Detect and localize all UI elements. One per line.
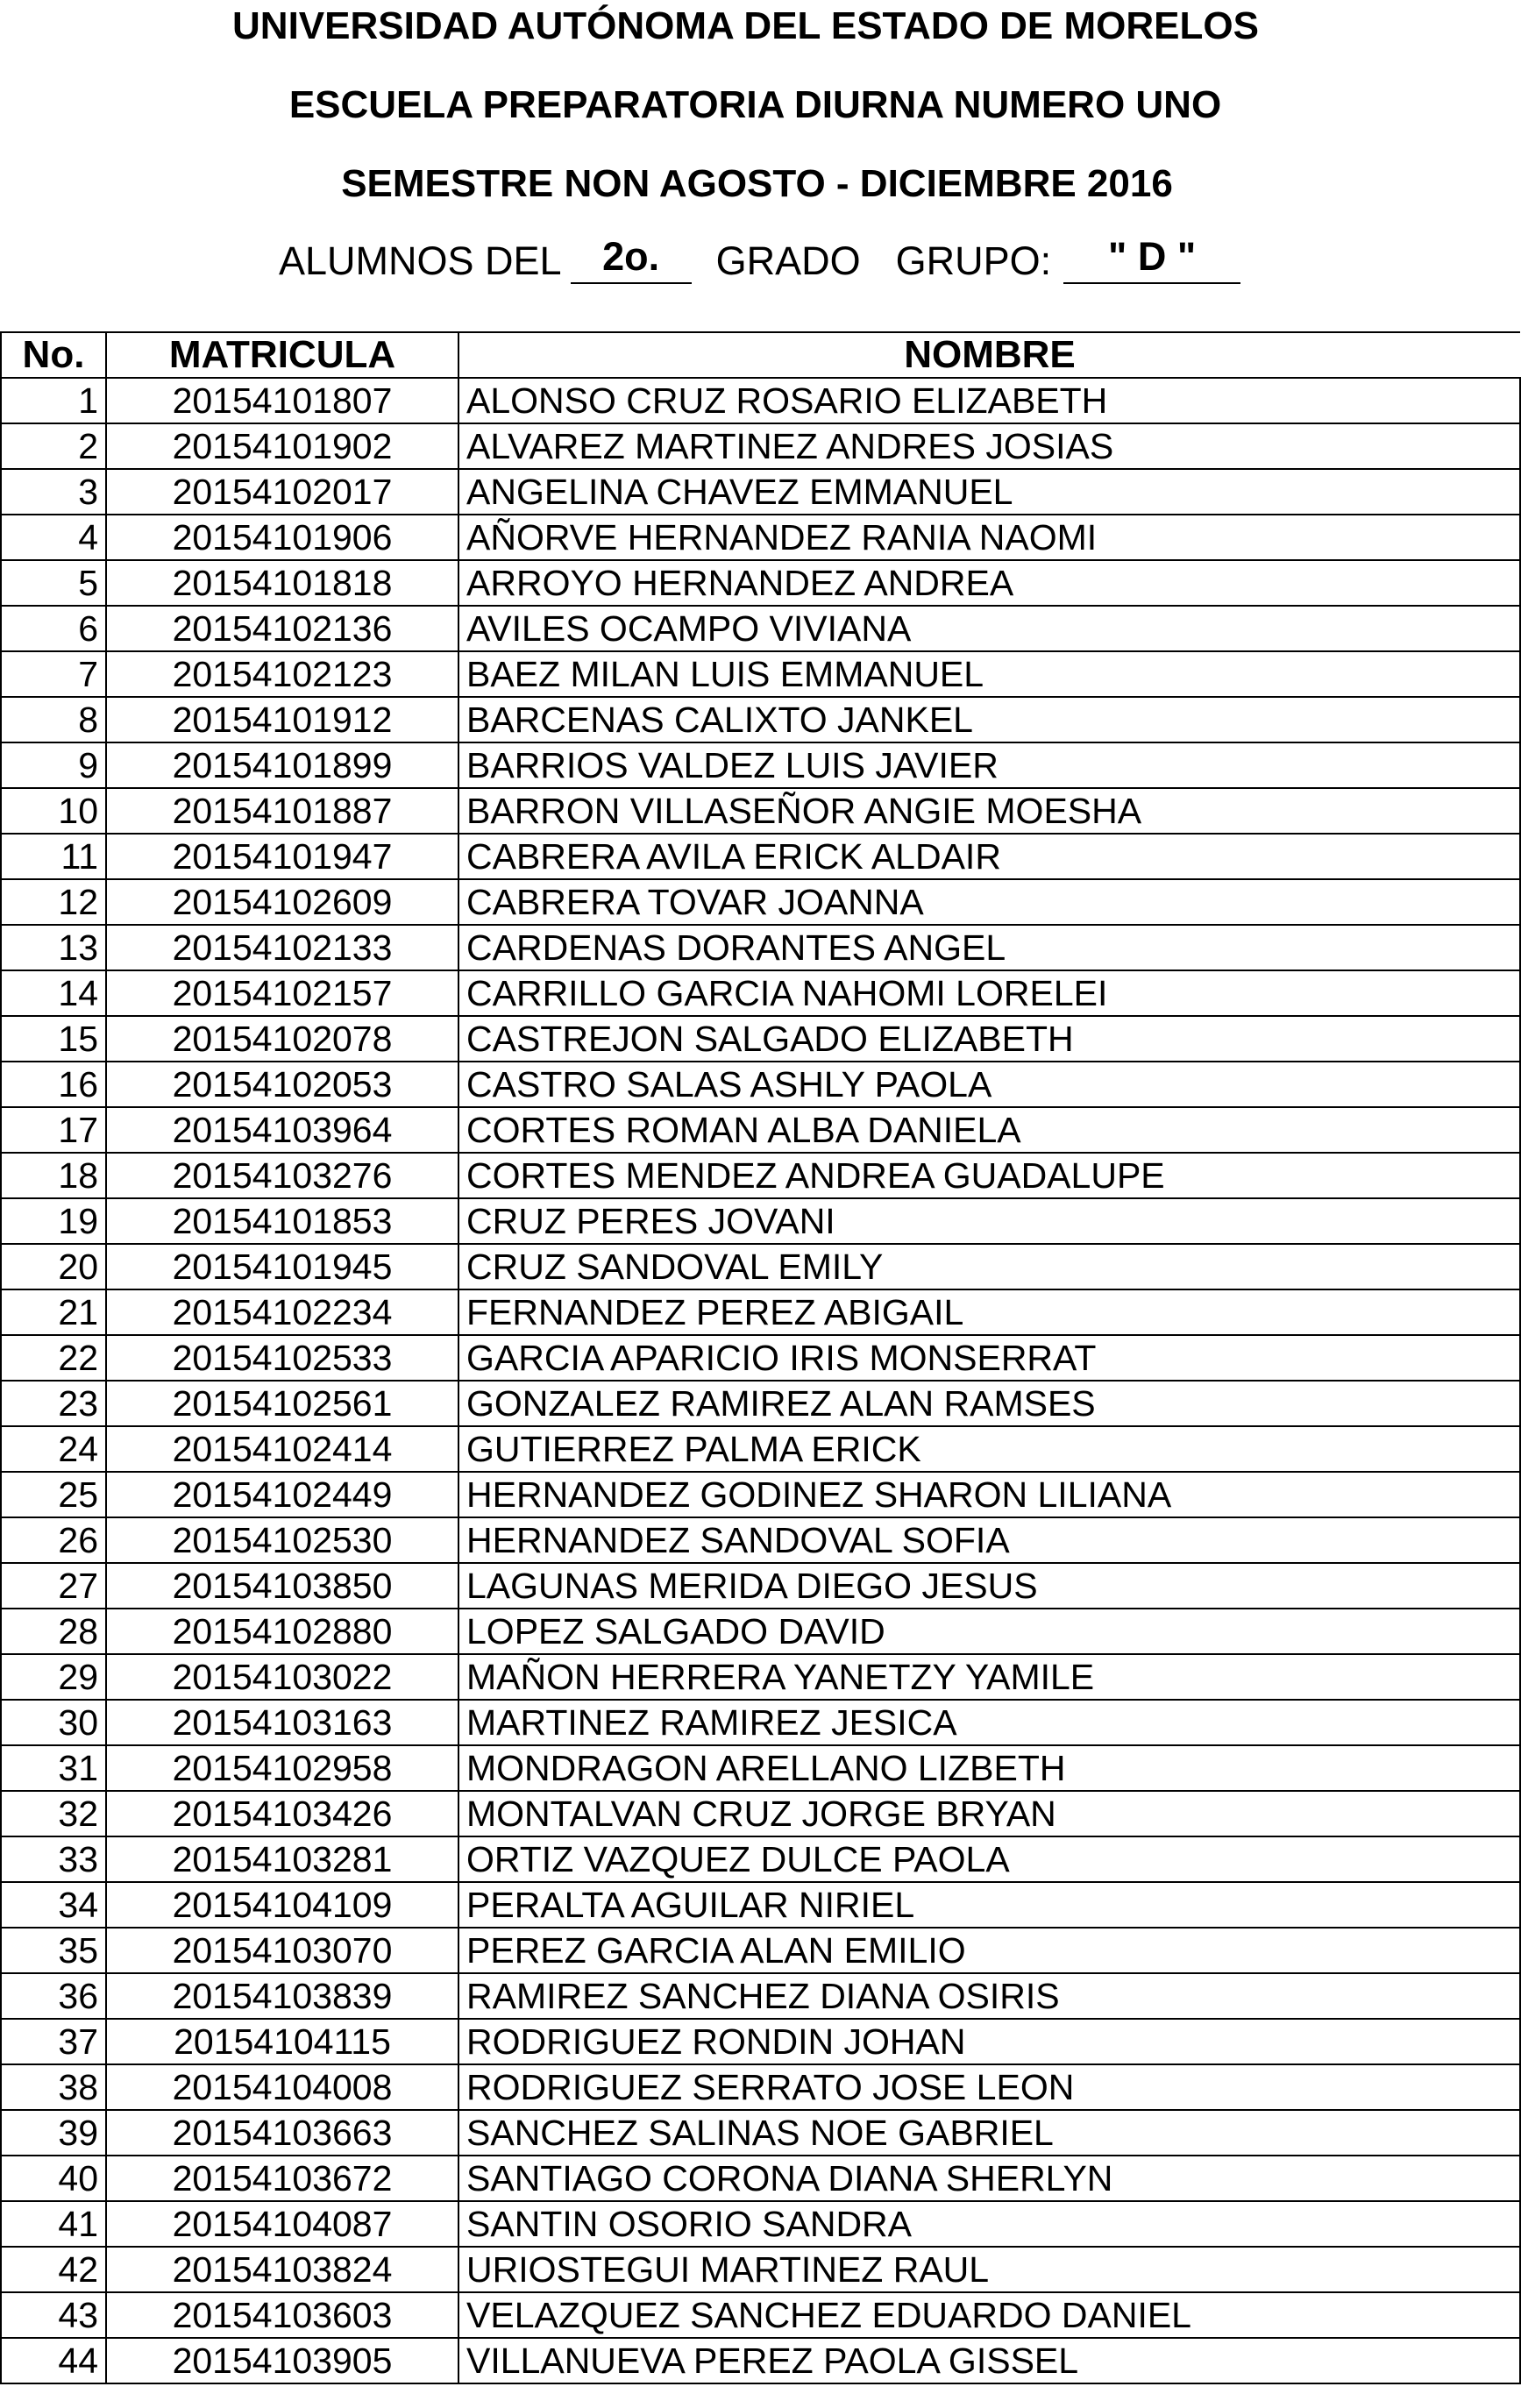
row-number: 31 (1, 1745, 106, 1791)
table-body (1, 378, 1520, 2383)
row-nombre: BARRON VILLASEÑOR ANGIE MOESHA (458, 788, 1520, 834)
row-number: 27 (1, 1563, 106, 1609)
row-number: 6 (1, 606, 106, 651)
row-nombre: PERALTA AGUILAR NIRIEL (458, 1882, 1520, 1928)
table-row (1, 515, 1520, 560)
table-row (1, 1426, 1520, 1472)
table-row (1, 1928, 1520, 1973)
row-nombre: GUTIERREZ PALMA ERICK (458, 1426, 1520, 1472)
row-matricula: 20154101902 (106, 423, 458, 469)
table-row (1, 1062, 1520, 1107)
group-value: " D " (1063, 235, 1240, 284)
row-matricula: 20154102133 (106, 925, 458, 970)
row-nombre: AÑORVE HERNANDEZ RANIA NAOMI (458, 515, 1520, 560)
table-row (1, 2110, 1520, 2156)
table-row (1, 1836, 1520, 1882)
row-number: 37 (1, 2019, 106, 2064)
row-nombre: SANTIN OSORIO SANDRA (458, 2201, 1520, 2247)
table-row (1, 2201, 1520, 2247)
row-matricula: 20154102017 (106, 469, 458, 515)
row-number: 19 (1, 1198, 106, 1244)
row-number: 36 (1, 1973, 106, 2019)
row-nombre: CRUZ PERES JOVANI (458, 1198, 1520, 1244)
row-matricula: 20154104087 (106, 2201, 458, 2247)
row-number: 1 (1, 378, 106, 423)
row-nombre: ALVAREZ MARTINEZ ANDRES JOSIAS (458, 423, 1520, 469)
row-matricula: 20154103672 (106, 2156, 458, 2201)
row-nombre: ANGELINA CHAVEZ EMMANUEL (458, 469, 1520, 515)
row-number: 18 (1, 1153, 106, 1198)
semester-title: SEMESTRE NON AGOSTO - DICIEMBRE 2016 (341, 162, 1173, 205)
table-header-row (1, 332, 1520, 378)
row-matricula: 20154104115 (106, 2019, 458, 2064)
table-row (1, 1289, 1520, 1335)
row-matricula: 20154101906 (106, 515, 458, 560)
student-roster-table (0, 331, 1521, 2384)
row-number: 29 (1, 1654, 106, 1700)
row-number: 34 (1, 1882, 106, 1928)
row-matricula: 20154101947 (106, 834, 458, 879)
table-row (1, 606, 1520, 651)
group-label: GRUPO: (895, 238, 1052, 283)
row-matricula: 20154103022 (106, 1654, 458, 1700)
row-number: 33 (1, 1836, 106, 1882)
grade-label: GRADO (715, 238, 861, 283)
row-matricula: 20154102880 (106, 1609, 458, 1654)
table-row (1, 1973, 1520, 2019)
row-nombre: CASTREJON SALGADO ELIZABETH (458, 1016, 1520, 1062)
row-matricula: 20154101945 (106, 1244, 458, 1289)
row-matricula: 20154103905 (106, 2338, 458, 2383)
row-matricula: 20154101818 (106, 560, 458, 606)
row-nombre: CRUZ SANDOVAL EMILY (458, 1244, 1520, 1289)
row-nombre: ARROYO HERNANDEZ ANDREA (458, 560, 1520, 606)
table-row (1, 1335, 1520, 1381)
table-row (1, 560, 1520, 606)
table-row (1, 788, 1520, 834)
table-row (1, 1381, 1520, 1426)
table-row (1, 834, 1520, 879)
row-number: 4 (1, 515, 106, 560)
table-row (1, 651, 1520, 697)
row-number: 26 (1, 1517, 106, 1563)
row-nombre: PEREZ GARCIA ALAN EMILIO (458, 1928, 1520, 1973)
row-nombre: VELAZQUEZ SANCHEZ EDUARDO DANIEL (458, 2292, 1520, 2338)
row-matricula: 20154101887 (106, 788, 458, 834)
row-number: 10 (1, 788, 106, 834)
row-nombre: FERNANDEZ PEREZ ABIGAIL (458, 1289, 1520, 1335)
row-number: 3 (1, 469, 106, 515)
row-matricula: 20154102561 (106, 1381, 458, 1426)
table-row (1, 2064, 1520, 2110)
row-number: 15 (1, 1016, 106, 1062)
row-number: 32 (1, 1791, 106, 1836)
row-nombre: BARCENAS CALIXTO JANKEL (458, 697, 1520, 742)
table-row (1, 1244, 1520, 1289)
grade-group-line (279, 235, 1240, 288)
row-matricula: 20154103070 (106, 1928, 458, 1973)
row-number: 39 (1, 2110, 106, 2156)
row-nombre: AVILES OCAMPO VIVIANA (458, 606, 1520, 651)
students-label: ALUMNOS DEL (279, 238, 562, 283)
row-nombre: CABRERA AVILA ERICK ALDAIR (458, 834, 1520, 879)
row-number: 14 (1, 970, 106, 1016)
row-number: 35 (1, 1928, 106, 1973)
row-nombre: GONZALEZ RAMIREZ ALAN RAMSES (458, 1381, 1520, 1426)
table-row (1, 2019, 1520, 2064)
table-row (1, 2247, 1520, 2292)
row-matricula: 20154104008 (106, 2064, 458, 2110)
row-matricula: 20154103163 (106, 1700, 458, 1745)
table-row (1, 1654, 1520, 1700)
table-row (1, 1517, 1520, 1563)
row-nombre: MONTALVAN CRUZ JORGE BRYAN (458, 1791, 1520, 1836)
row-nombre: BARRIOS VALDEZ LUIS JAVIER (458, 742, 1520, 788)
row-nombre: MONDRAGON ARELLANO LIZBETH (458, 1745, 1520, 1791)
row-matricula: 20154103276 (106, 1153, 458, 1198)
row-number: 12 (1, 879, 106, 925)
row-number: 13 (1, 925, 106, 970)
table-row (1, 697, 1520, 742)
row-number: 8 (1, 697, 106, 742)
header-matricula: MATRICULA (106, 332, 458, 378)
row-number: 44 (1, 2338, 106, 2383)
table-row (1, 970, 1520, 1016)
row-number: 25 (1, 1472, 106, 1517)
table-row (1, 742, 1520, 788)
row-nombre: URIOSTEGUI MARTINEZ RAUL (458, 2247, 1520, 2292)
table-row (1, 2338, 1520, 2383)
row-nombre: LAGUNAS MERIDA DIEGO JESUS (458, 1563, 1520, 1609)
row-matricula: 20154103603 (106, 2292, 458, 2338)
row-matricula: 20154103850 (106, 1563, 458, 1609)
row-number: 21 (1, 1289, 106, 1335)
row-number: 24 (1, 1426, 106, 1472)
table-row (1, 1153, 1520, 1198)
row-nombre: HERNANDEZ SANDOVAL SOFIA (458, 1517, 1520, 1563)
row-nombre: RAMIREZ SANCHEZ DIANA OSIRIS (458, 1973, 1520, 2019)
table-row (1, 1107, 1520, 1153)
row-nombre: ALONSO CRUZ ROSARIO ELIZABETH (458, 378, 1520, 423)
row-number: 2 (1, 423, 106, 469)
row-matricula: 20154103426 (106, 1791, 458, 1836)
table-row (1, 1745, 1520, 1791)
row-number: 7 (1, 651, 106, 697)
row-matricula: 20154104109 (106, 1882, 458, 1928)
table-row (1, 423, 1520, 469)
row-nombre: BAEZ MILAN LUIS EMMANUEL (458, 651, 1520, 697)
row-number: 20 (1, 1244, 106, 1289)
table-row (1, 925, 1520, 970)
row-nombre: CORTES MENDEZ ANDREA GUADALUPE (458, 1153, 1520, 1198)
row-matricula: 20154101807 (106, 378, 458, 423)
row-matricula: 20154102449 (106, 1472, 458, 1517)
row-number: 17 (1, 1107, 106, 1153)
row-matricula: 20154103824 (106, 2247, 458, 2292)
row-nombre: CASTRO SALAS ASHLY PAOLA (458, 1062, 1520, 1107)
header-nombre: NOMBRE (458, 332, 1520, 378)
row-number: 11 (1, 834, 106, 879)
school-title: ESCUELA PREPARATORIA DIURNA NUMERO UNO (288, 83, 1222, 126)
row-nombre: LOPEZ SALGADO DAVID (458, 1609, 1520, 1654)
row-matricula: 20154103964 (106, 1107, 458, 1153)
row-matricula: 20154101912 (106, 697, 458, 742)
row-number: 42 (1, 2247, 106, 2292)
row-matricula: 20154102530 (106, 1517, 458, 1563)
row-number: 5 (1, 560, 106, 606)
row-matricula: 20154102136 (106, 606, 458, 651)
row-nombre: GARCIA APARICIO IRIS MONSERRAT (458, 1335, 1520, 1381)
table-row (1, 1609, 1520, 1654)
university-title: UNIVERSIDAD AUTÓNOMA DEL ESTADO DE MORELOS (232, 4, 1259, 47)
table-row (1, 879, 1520, 925)
row-matricula: 20154102123 (106, 651, 458, 697)
row-number: 43 (1, 2292, 106, 2338)
row-matricula: 20154103839 (106, 1973, 458, 2019)
row-nombre: SANCHEZ SALINAS NOE GABRIEL (458, 2110, 1520, 2156)
row-matricula: 20154102078 (106, 1016, 458, 1062)
row-nombre: RODRIGUEZ RONDIN JOHAN (458, 2019, 1520, 2064)
row-number: 9 (1, 742, 106, 788)
table-row (1, 469, 1520, 515)
row-nombre: HERNANDEZ GODINEZ SHARON LILIANA (458, 1472, 1520, 1517)
row-nombre: SANTIAGO CORONA DIANA SHERLYN (458, 2156, 1520, 2201)
row-matricula: 20154102958 (106, 1745, 458, 1791)
row-nombre: VILLANUEVA PEREZ PAOLA GISSEL (458, 2338, 1520, 2383)
row-nombre: ORTIZ VAZQUEZ DULCE PAOLA (458, 1836, 1520, 1882)
table-row (1, 1882, 1520, 1928)
row-nombre: CORTES ROMAN ALBA DANIELA (458, 1107, 1520, 1153)
row-matricula: 20154101899 (106, 742, 458, 788)
table-row (1, 1563, 1520, 1609)
row-nombre: RODRIGUEZ SERRATO JOSE LEON (458, 2064, 1520, 2110)
row-nombre: MARTINEZ RAMIREZ JESICA (458, 1700, 1520, 1745)
row-number: 22 (1, 1335, 106, 1381)
row-matricula: 20154101853 (106, 1198, 458, 1244)
row-matricula: 20154102414 (106, 1426, 458, 1472)
table-row (1, 378, 1520, 423)
row-matricula: 20154103663 (106, 2110, 458, 2156)
row-number: 41 (1, 2201, 106, 2247)
row-number: 38 (1, 2064, 106, 2110)
row-number: 28 (1, 1609, 106, 1654)
row-matricula: 20154102234 (106, 1289, 458, 1335)
row-nombre: MAÑON HERRERA YANETZY YAMILE (458, 1654, 1520, 1700)
table-row (1, 1198, 1520, 1244)
table-row (1, 2156, 1520, 2201)
row-matricula: 20154102533 (106, 1335, 458, 1381)
row-number: 23 (1, 1381, 106, 1426)
table-row (1, 1700, 1520, 1745)
table-row (1, 1472, 1520, 1517)
row-matricula: 20154102609 (106, 879, 458, 925)
header-no: No. (1, 332, 106, 378)
row-matricula: 20154102157 (106, 970, 458, 1016)
row-matricula: 20154102053 (106, 1062, 458, 1107)
table-row (1, 1016, 1520, 1062)
row-nombre: CARDENAS DORANTES ANGEL (458, 925, 1520, 970)
row-nombre: CABRERA TOVAR JOANNA (458, 879, 1520, 925)
table-row (1, 2292, 1520, 2338)
table-row (1, 1791, 1520, 1836)
grade-value: 2o. (571, 235, 692, 284)
row-matricula: 20154103281 (106, 1836, 458, 1882)
row-number: 40 (1, 2156, 106, 2201)
row-number: 16 (1, 1062, 106, 1107)
row-number: 30 (1, 1700, 106, 1745)
row-nombre: CARRILLO GARCIA NAHOMI LORELEI (458, 970, 1520, 1016)
